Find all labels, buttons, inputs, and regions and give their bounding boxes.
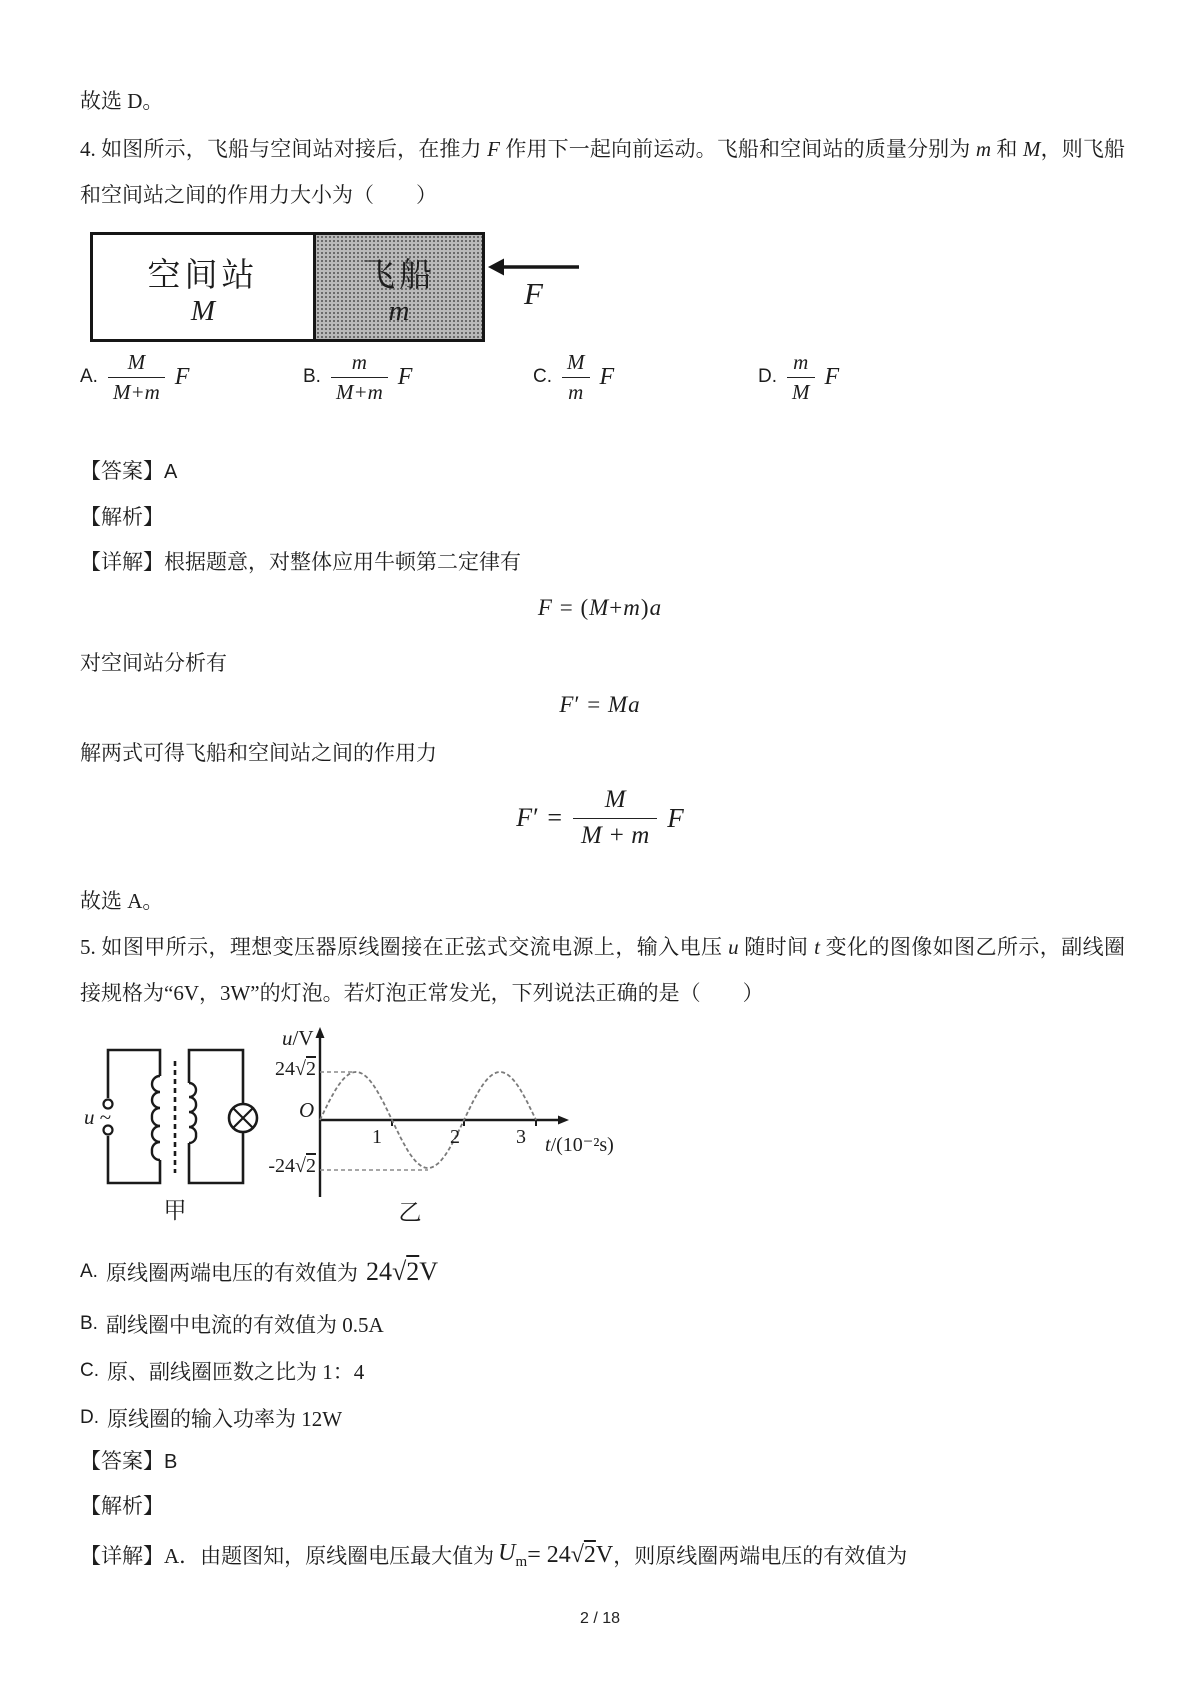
- option-text: 原线圈两端电压的有效值为: [105, 1261, 358, 1285]
- option-text: 副线圈中电流的有效值为 0.5A: [105, 1313, 384, 1337]
- q4-formula-whole: F = (M+m)a: [537, 595, 663, 620]
- q5-option-d: [80, 1396, 342, 1440]
- q3-conclusion: 故选 D。: [80, 89, 164, 113]
- q5-answer-line: [80, 1445, 177, 1475]
- u-max-symbol: $U_m$: [498, 1540, 528, 1570]
- space-station-block: [93, 235, 313, 339]
- primary-coil: [152, 1076, 160, 1160]
- graph-ymin-label: -24√2: [268, 1155, 316, 1177]
- graph-y-axis-label: u/V: [282, 1026, 314, 1050]
- answer-tag: 【答案】: [80, 459, 164, 483]
- detail-tag: 【详解】: [80, 1544, 164, 1569]
- q4-option-d: [758, 342, 839, 412]
- q4-option-a: [80, 342, 189, 412]
- option-letter: A.: [80, 1261, 98, 1282]
- option-letter: B.: [303, 366, 321, 387]
- option-text: 原线圈的输入功率为 12W: [107, 1407, 343, 1431]
- result-fraction: $\frac{M}{M + m}$: [573, 786, 657, 851]
- q4-option-b: [303, 342, 412, 412]
- q4-option-c: [533, 342, 614, 412]
- fraction: $\frac{M}{M+m}$: [108, 350, 165, 403]
- option-letter: A.: [80, 366, 98, 387]
- q4-detail-line: [80, 546, 521, 576]
- spaceship-label: 飞船: [362, 257, 436, 294]
- option-letter: C.: [80, 1360, 99, 1381]
- force-label: F: [524, 276, 543, 311]
- spaceship-mass: m: [388, 294, 410, 327]
- option-letter: C.: [533, 366, 552, 387]
- fraction-multiplier: F: [599, 363, 615, 390]
- ac-source-label: u ~: [84, 1105, 112, 1129]
- option-letter: D.: [758, 366, 777, 387]
- q5-option-c: [80, 1349, 364, 1393]
- q5-analysis-tag: 【解析】: [80, 1494, 164, 1518]
- detail-intro: 根据题意，对整体应用牛顿第二定律有: [164, 550, 521, 574]
- q4-analysis-tag: 【解析】: [80, 505, 164, 529]
- q5-option-a: [80, 1248, 438, 1296]
- option-letter: D.: [80, 1407, 99, 1428]
- option-letter: B.: [80, 1313, 98, 1334]
- answer-tag: 【答案】: [80, 1449, 164, 1473]
- q4-figure: [90, 232, 485, 342]
- option-text: 原、副线圈匝数之比为 1：4: [107, 1360, 365, 1384]
- q4-stem: 4. 如图所示，飞船与空间站对接后，在推力 F 作用下一起向前运动。飞船和空间站的质量分别为 m 和 M，则飞船和空间站之间的作用力大小为（ ）: [80, 137, 1126, 207]
- circuit-caption: 甲: [163, 1198, 187, 1223]
- q4-step3-text: 解两式可得飞船和空间站之间的作用力: [80, 741, 437, 765]
- fraction: $\frac{m}{M+m}$: [331, 350, 388, 403]
- q4-answer-line: [80, 455, 177, 485]
- fraction: $\frac{m}{M}$: [787, 350, 815, 403]
- q4-step2-text: 对空间站分析有: [80, 651, 227, 675]
- transformer-circuit-figure: [85, 1043, 265, 1193]
- q4-formula-station: F′ = Ma: [559, 692, 641, 717]
- page-number: 2 / 18: [579, 1610, 621, 1627]
- fraction: $\frac{M}{m}$: [562, 350, 590, 403]
- fraction-multiplier: F: [397, 363, 413, 390]
- result-lhs: F′ =: [516, 803, 563, 833]
- answer-value: A: [164, 461, 178, 483]
- option-math: 24√2V: [365, 1257, 439, 1286]
- answer-value: B: [164, 1451, 178, 1473]
- q4-conclusion: 故选 A。: [80, 889, 164, 913]
- q4-formula-result: [80, 786, 1120, 851]
- graph-origin-label: O: [299, 1098, 315, 1122]
- fraction-multiplier: F: [824, 363, 840, 390]
- spaceship-block: [313, 235, 482, 339]
- secondary-coil: [189, 1083, 196, 1143]
- detail-tag: 【详解】: [80, 550, 164, 574]
- detail-pre: A．由题图知，原线圈电压最大值为: [164, 1544, 495, 1569]
- q5-detail-line: [80, 1540, 907, 1571]
- graph-ymax-label: 24√2: [275, 1058, 316, 1080]
- graph-x-axis-label: t/(10⁻²s): [545, 1134, 614, 1156]
- graph-caption: 乙: [398, 1200, 422, 1225]
- graph-tick-1: 1: [372, 1126, 382, 1148]
- result-multiplier: F: [667, 802, 684, 833]
- graph-tick-2: 2: [450, 1126, 460, 1148]
- graph-tick-3: 3: [516, 1126, 526, 1148]
- u-max-value: = 24√2V: [527, 1541, 614, 1568]
- q5-stem: 5. 如图甲所示，理想变压器原线圈接在正弦式交流电源上，输入电压 u 随时间 t 变化的图像如图乙所示，副线圈接规格为“6V，3W”的灯泡。若灯泡正常发光，下列说法正确的是（ ）: [80, 935, 1126, 1005]
- space-station-label: 空间站: [147, 257, 259, 294]
- q5-option-b: [80, 1302, 384, 1346]
- fraction-multiplier: F: [174, 363, 190, 390]
- detail-post: ，则原线圈两端电压的有效值为: [613, 1544, 908, 1569]
- space-station-mass: M: [190, 294, 216, 327]
